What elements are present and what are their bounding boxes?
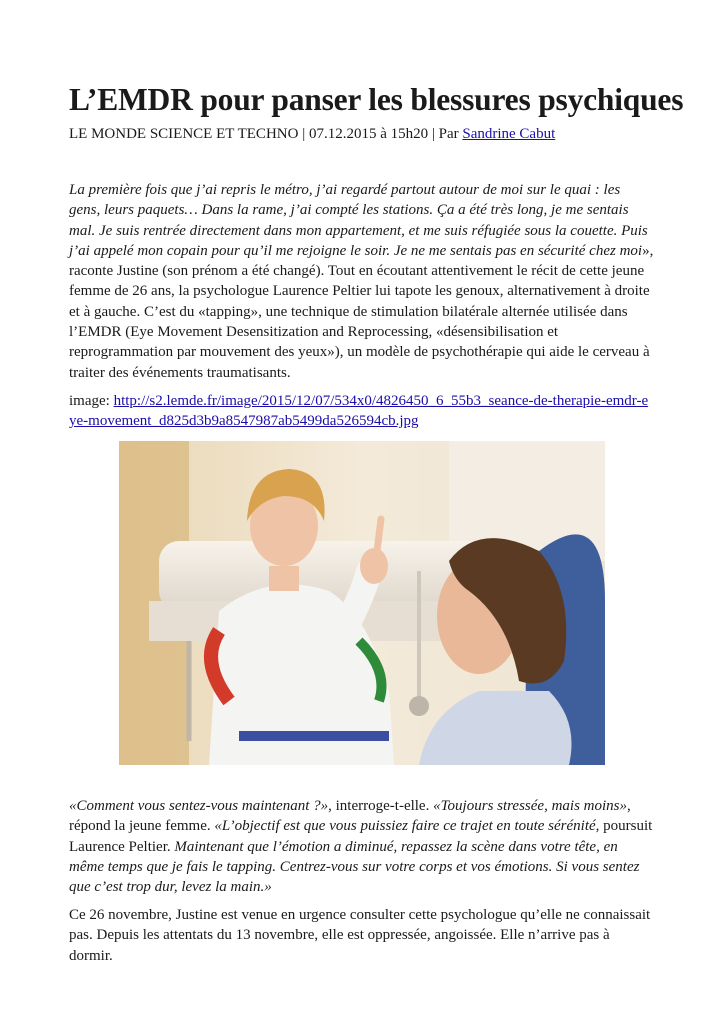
paragraph-3: Ce 26 novembre, Justine est venue en urgence consulter cette psychologue qu’elle ne connaissait pas. Depuis les attentats du 13 novembre, elle est oppressée, angoissée. Elle n’arrive pas à dormir.: [69, 907, 651, 964]
quote-answer: «Toujours stressée, mais moins»: [433, 798, 628, 814]
image-caption-line: [69, 391, 655, 432]
quote-question: «Comment vous sentez-vous maintenant ?»: [69, 798, 329, 814]
paragraph-2: [69, 796, 655, 897]
quote-justine: La première fois que j’ai repris le métro, j’ai regardé partout autour de moi sur le quai : les gens, leurs paquets… Dans la rame, j’ai compté les stations. Ça a été très long, je me sentais mal. Je suis rentrée directement dans mon appartement, et me suis réfugiée sous la couette. Puis j’ai appelé mon copain pour qu’il me rejoigne le soir. Je ne me sentais pas en sécurité chez moi: [69, 182, 648, 259]
paragraph-1-text: », raconte Justine (son prénom a été changé). Tout en écoutant attentivement le récit de cette jeune femme de 26 ans, la psychologue Laurence Peltier lui tapote les genoux, alternativement à droite et à gauche. C’est du «tapping», une technique de stimulation bilatérale alternée utilisée dans l’EMDR (Eye Movement Desensitization and Reprocessing, «désensibilisation et reprogrammation par mouvement des yeux»), un modèle de psychothérapie qui aide le cerveau à traiter des événements traumatisants.: [69, 242, 654, 381]
paragraph-2-text-3: , poursuit Laurence Peltier.: [69, 818, 653, 855]
image-label: image:: [69, 393, 114, 409]
quote-instructions: Maintenant que l’émotion a diminué, repassez la scène dans votre tête, en même temps que je fais le tapping. Centrez-vous sur votre corps et vos émotions. Si vous sentez que c’est trop dur, levez la main.»: [69, 838, 640, 896]
paragraph-1: [69, 180, 655, 383]
byline-text: LE MONDE SCIENCE ET TECHNO | 07.12.2015 à 15h20 | Par: [69, 126, 463, 142]
paragraph-2-text-1: , interroge-t-elle.: [328, 798, 434, 814]
quote-objective: «L’objectif est que vous puissiez faire ce trajet en toute sérénité: [214, 818, 596, 835]
byline: [69, 124, 555, 144]
article-title: L’EMDR pour panser les blessures psychiques: [69, 82, 684, 117]
article-photo: [119, 441, 605, 765]
image-url-link[interactable]: http://s2.lemde.fr/image/2015/12/07/534x0/4826450_6_55b3_seance-de-therapie-emdr-eye-movement_d825d3b9a8547987ab5499da526594cb.jpg: [69, 393, 649, 430]
paragraph-2-text-2: , répond la jeune femme.: [69, 798, 631, 835]
author-link[interactable]: Sandrine Cabut: [462, 126, 556, 142]
